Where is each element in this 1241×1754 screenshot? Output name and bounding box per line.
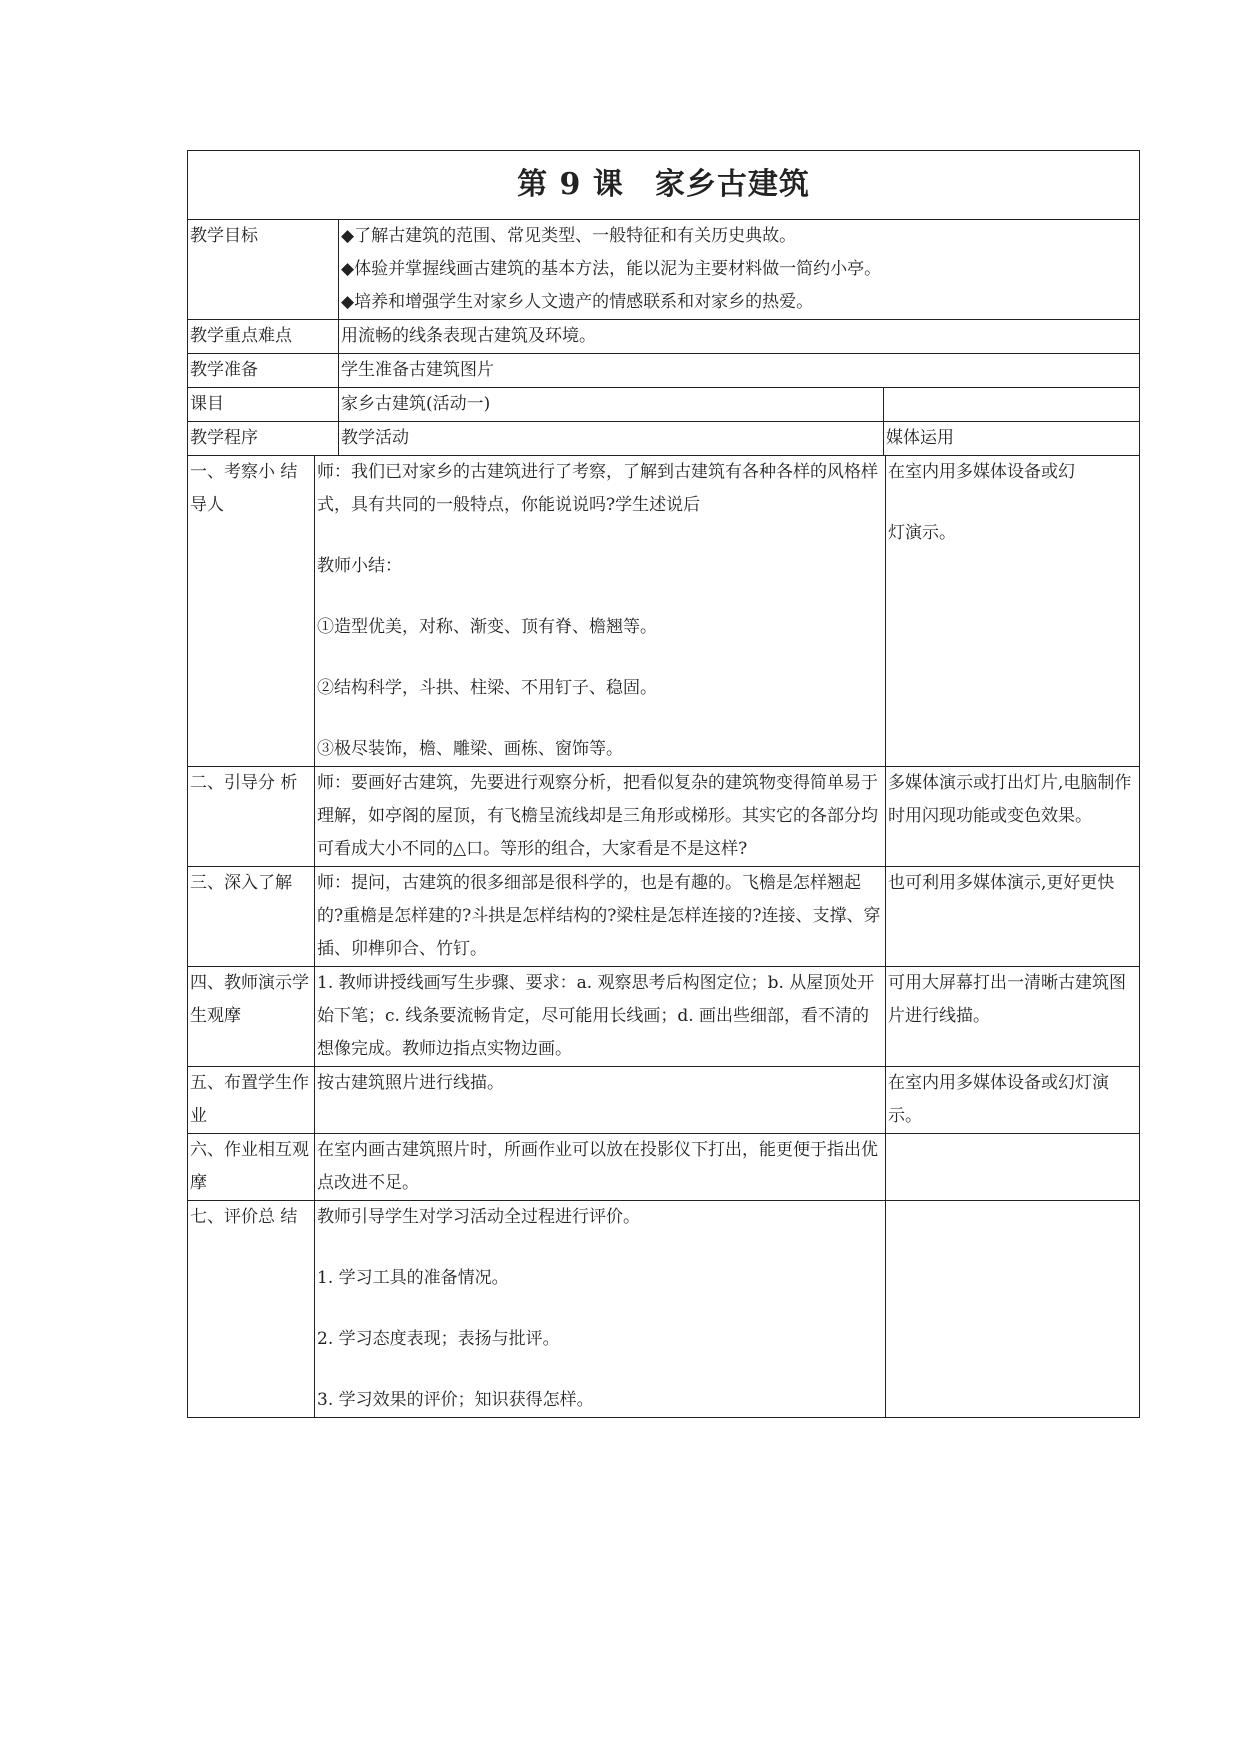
procedure-step-row <box>188 867 1139 967</box>
media-line: 可用大屏幕打出一清晰古建筑图片进行线描。 <box>888 973 1126 1026</box>
activity-line <box>317 583 883 611</box>
step-stage: 一、考察小 结导人 <box>190 462 298 515</box>
step-media <box>885 1201 1139 1417</box>
key-points-value: 用流畅的线条表现古建筑及环境。 <box>338 320 1139 353</box>
procedure-step-row <box>188 1067 1139 1134</box>
objective-line: ◆体验并掌握线画古建筑的基本方法，能以泥为主要材料做一简约小亭。 <box>341 259 882 279</box>
activity-line: 师：要画好古建筑，先要进行观察分析，把看似复杂的建筑物变得简单易于理解，如亭阁的屋顶，有飞檐呈流线却是三角形或梯形。其实它的各部分均可看成大小不同的△口。等形的组合，大家看是不是这样? <box>317 773 878 859</box>
media-line <box>888 1134 1137 1162</box>
activity-line <box>317 644 883 672</box>
step-media <box>885 1134 1139 1200</box>
activity-line: 教师引导学生对学习活动全过程进行评价。 <box>317 1207 640 1227</box>
procedure-step-row <box>188 1201 1139 1417</box>
objectives-content <box>338 220 1139 319</box>
activity-line: 3. 学习效果的评价；知识获得怎样。 <box>317 1390 594 1410</box>
key-points-label: 教学重点难点 <box>190 326 292 346</box>
activity-line: 1. 教师讲授线画写生步骤、要求：a. 观察思考后构图定位；b. 从屋顶处开始下笔；c. 线条要流畅肯定，尽可能用长线画；d. 画出些细部，看不清的想像完成。教师边指点实物边画。 <box>317 973 875 1059</box>
procedure-step-row <box>188 767 1139 867</box>
activity-line: 按古建筑照片进行线描。 <box>317 1073 504 1093</box>
activity-line <box>317 522 883 550</box>
procedure-step-row <box>188 967 1139 1067</box>
step-media <box>885 767 1139 866</box>
step-stage: 二、引导分 析 <box>190 773 298 793</box>
activity-line: 师：我们已对家乡的古建筑进行了考察，了解到古建筑有各种各样的风格样式，具有共同的一般特点，你能说说吗?学生述说后 <box>317 462 878 515</box>
media-line <box>888 1201 1137 1229</box>
media-line: 灯演示。 <box>888 523 956 543</box>
media-header: 媒体运用 <box>883 422 1139 455</box>
activity-line: ③极尽装饰，檐、雕梁、画栋、窗饰等。 <box>317 739 623 759</box>
subject-media <box>883 388 1139 421</box>
step-stage: 六、作业相互观摩 <box>190 1140 309 1193</box>
step-stage: 三、深入了解 <box>190 873 292 893</box>
step-media <box>885 1067 1139 1133</box>
subject-label: 课目 <box>190 394 224 414</box>
step-activity <box>314 767 885 866</box>
step-activity <box>314 1201 885 1417</box>
subject-value: 家乡古建筑(活动一) <box>338 388 883 421</box>
media-line: 多媒体演示或打出灯片,电脑制作时用闪现功能或变色效果。 <box>888 773 1132 826</box>
objective-line: ◆了解古建筑的范围、常见类型、一般特征和有关历史典故。 <box>341 226 797 246</box>
procedure-header-row <box>188 422 1139 456</box>
activity-line: ①造型优美，对称、渐变、顶有脊、檐翘等。 <box>317 617 657 637</box>
step-activity <box>314 1067 885 1133</box>
objectives-row <box>188 220 1139 320</box>
objectives-label: 教学目标 <box>190 226 258 246</box>
step-activity <box>314 967 885 1066</box>
activity-line: 2. 学习态度表现；表扬与批评。 <box>317 1329 560 1349</box>
step-media <box>885 967 1139 1066</box>
step-activity <box>314 456 885 766</box>
activity-line: 1. 学习工具的准备情况。 <box>317 1268 509 1288</box>
media-line: 也可利用多媒体演示,更好更快 <box>888 873 1115 893</box>
activity-line: 在室内画古建筑照片时，所画作业可以放在投影仪下打出，能更便于指出优点改进不足。 <box>317 1140 878 1193</box>
procedure-label: 教学程序 <box>190 428 258 448</box>
preparation-row <box>188 354 1139 388</box>
activity-line <box>317 1295 883 1323</box>
preparation-label: 教学准备 <box>190 360 258 380</box>
step-stage: 四、教师演示学生观摩 <box>190 973 309 1026</box>
preparation-value: 学生准备古建筑图片 <box>338 354 1139 387</box>
step-media <box>885 867 1139 966</box>
subject-row <box>188 388 1139 422</box>
objective-line: ◆培养和增强学生对家乡人文遗产的情感联系和对家乡的热爱。 <box>341 292 814 312</box>
step-stage: 五、布置学生作业 <box>190 1073 309 1126</box>
activity-line: 教师小结： <box>317 556 402 576</box>
step-stage: 七、评价总 结 <box>190 1207 298 1227</box>
lesson-title: 第 9 课 家乡古建筑 <box>188 151 1139 220</box>
step-activity <box>314 1134 885 1200</box>
media-line: 在室内用多媒体设备或幻 <box>888 462 1075 482</box>
media-line <box>888 489 1137 517</box>
lesson-plan-table <box>187 150 1140 1418</box>
key-points-row <box>188 320 1139 354</box>
activity-header: 教学活动 <box>338 422 883 455</box>
activity-line: 师：提问，古建筑的很多细部是很科学的，也是有趣的。飞檐是怎样翘起的?重檐是怎样建的?斗拱是怎样结构的?梁柱是怎样连接的?连接、支撑、穿插、卯榫卯合、竹钉。 <box>317 873 881 959</box>
activity-line: ②结构科学，斗拱、柱梁、不用钉子、稳固。 <box>317 678 657 698</box>
activity-line <box>317 1356 883 1384</box>
step-media <box>885 456 1139 766</box>
procedure-step-row <box>188 1134 1139 1201</box>
activity-line <box>317 1234 883 1262</box>
procedure-step-row <box>188 456 1139 767</box>
media-line: 在室内用多媒体设备或幻灯演示。 <box>888 1073 1109 1126</box>
step-activity <box>314 867 885 966</box>
activity-line <box>317 705 883 733</box>
